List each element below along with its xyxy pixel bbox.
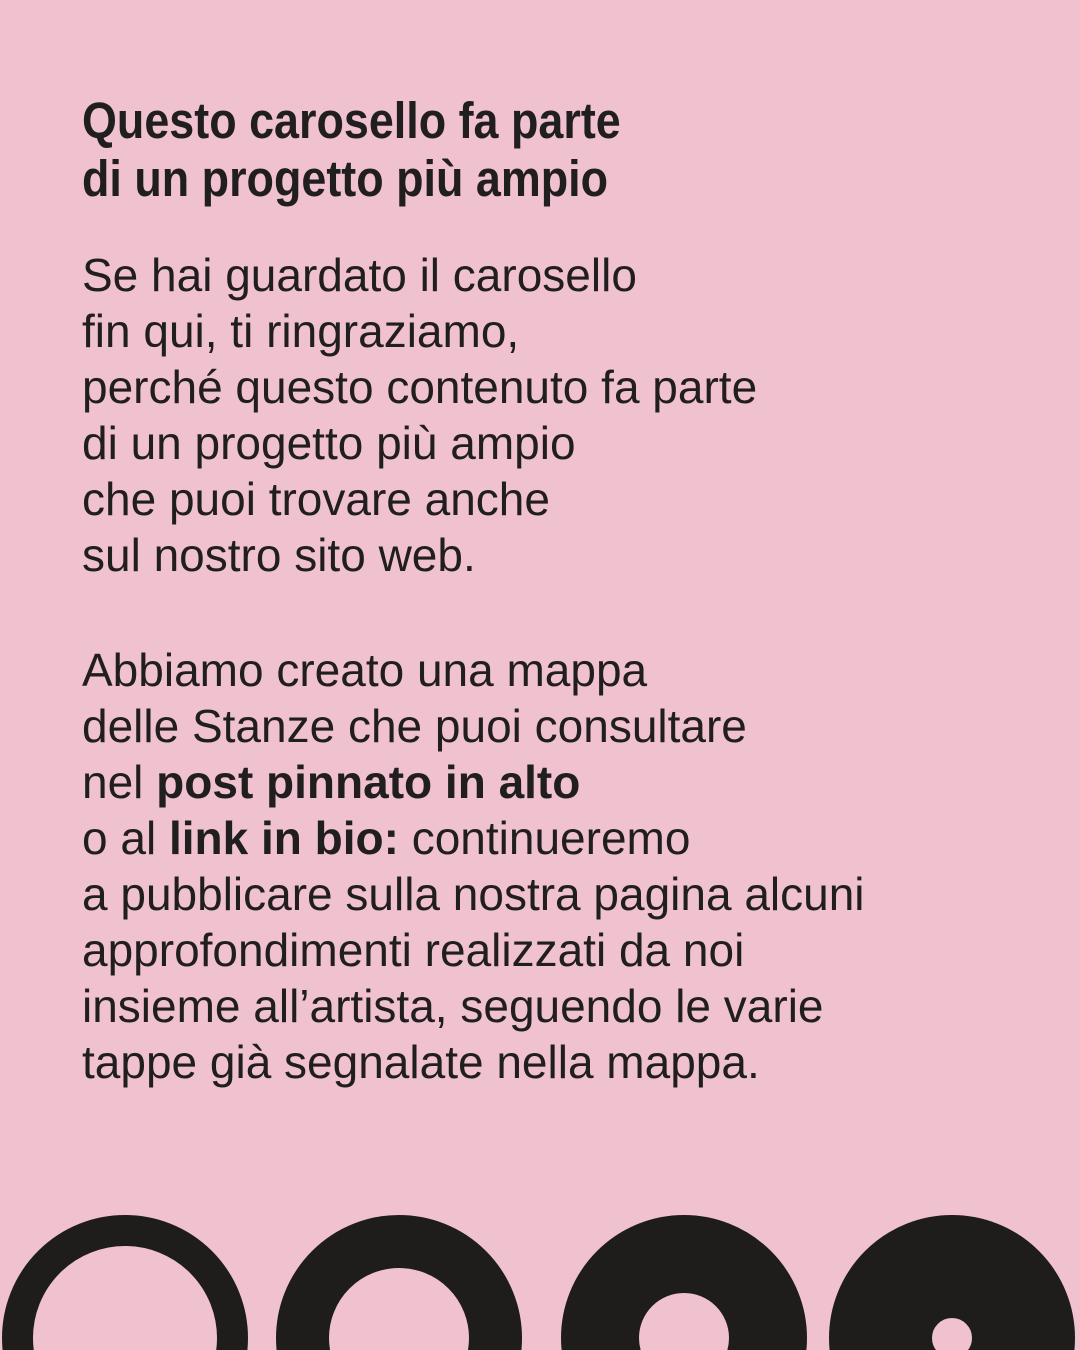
- ring-1-icon: [18, 1231, 233, 1350]
- text-column: [82, 92, 1022, 1090]
- paragraph-intro: Se hai guardato il carosello fin qui, ti ringraziamo, perché questo contenuto fa parte di un progetto più ampio che puoi trovare anche sul nostro sito web.: [82, 249, 758, 581]
- ring-2-icon: [303, 1242, 496, 1350]
- paragraph-map-info: Abbiamo creato una mappa delle Stanze che puoi consultare nel post pinnato in alto o al link in bio: continueremo a pubblicare sulla nostra pagina alcuni approfondimenti realizzati da noi insieme all’artista, seguendo le varie tappe già segnalate nella mappa.: [82, 644, 865, 1088]
- ring-3-icon: [600, 1254, 768, 1350]
- arch-rings-decoration: [0, 1210, 1080, 1350]
- slide-heading: Questo carosello fa parte di un progetto più ampio: [82, 92, 621, 207]
- ring-4-icon: [881, 1267, 1024, 1350]
